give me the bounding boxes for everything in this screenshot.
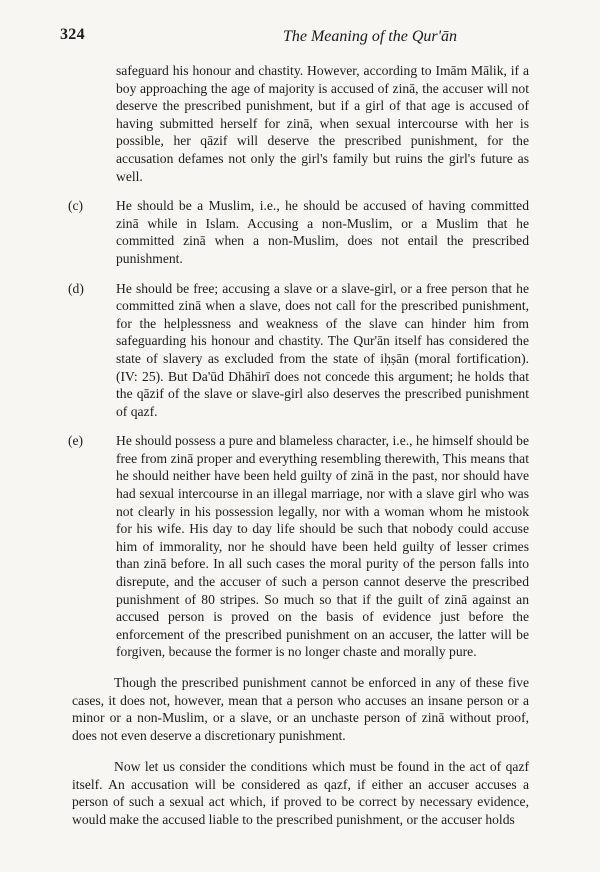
- list-item-label: (e): [68, 433, 84, 449]
- list-item-text: He should be free; accusing a slave or a slave-girl, or a free person that he committed zinā when a slave, does not call for the prescribed punishment, for the helplessness and weakness of the slave can hinder him from safeguarding his honour and chastity. The Qur'ān itself has considered the state of slavery as excluded from the state of iḥṣān (moral fortification). (IV: 25). But Da'ūd Dhāhirī does not concede this argument; he holds that the qāzif of the slave or slave-girl also deserves the prescribed punishment of qazf.: [116, 280, 529, 419]
- list-item-d: [0, 280, 600, 421]
- list-item-text: He should possess a pure and blameless character, i.e., he himself should be free from zinā proper and everything resembling therewith, This means that he should neither have been held guilty of zinā in the past, nor should have had sexual intercourse in an illegal marriage, nor with a slave girl who was not clearly in his possession legally, nor with a woman whom he mistook for his wife. His day to day life should be such that nobody could accuse him of immorality, nor he should have been held guilty of lesser crimes than zinā before. In all such cases the moral purity of the person falls into disrepute, and the accuser of such a person cannot deserve the prescribed punishment of 80 stripes. So much so that if the guilt of zinā against an accused person is proved on the basis of evidence just before the enforcement of the prescribed punishment on an accuser, the latter will be forgiven, because the former is no longer chaste and morally pure.: [116, 433, 529, 660]
- continuation-paragraph: safeguard his honour and chastity. However, according to Imām Mālik, if a boy approaching the age of majority is accused of zinā, the accuser will not deserve the prescribed punishment, but if a girl of that age is accused of having submitted herself for zinā, when sexual intercourse with her is possible, her qāzif will deserve the prescribed punishment, for the accusation defames not only the girl's family but ruins the girl's future as well.: [116, 63, 529, 184]
- list-item-label: (d): [68, 280, 84, 296]
- page-body: [0, 62, 600, 842]
- page-number: 324: [60, 26, 85, 43]
- list-item-text: He should be a Muslim, i.e., he should be accused of having committed zinā while in Islam. Accusing a non-Muslim, or a Muslim that he committed zinā when a non-Muslim, does not entail the prescribed punishment.: [116, 198, 529, 266]
- page-header: [0, 26, 600, 50]
- list-item-c: [0, 197, 600, 267]
- running-title: The Meaning of the Qur'ān: [282, 28, 458, 45]
- body-paragraph-2: Now let us consider the conditions which must be found in the act of qazf itself. An accusation will be considered as qazf, if either an accuser accuses a person of such a sexual act which, if proved to be correct by necessary evidence, would make the accused liable to the prescribed punishment, or the accuser holds: [72, 758, 529, 827]
- body-paragraph-1: Though the prescribed punishment cannot be enforced in any of these five cases, it does not, however, mean that a person who accuses an insane person or a minor or a non-Muslim, or a slave, or an unchaste person of zinā without proof, does not even deserve a discretionary punishment.: [72, 675, 529, 743]
- list-item-e: [0, 432, 600, 661]
- list-item-label: (c): [68, 198, 84, 214]
